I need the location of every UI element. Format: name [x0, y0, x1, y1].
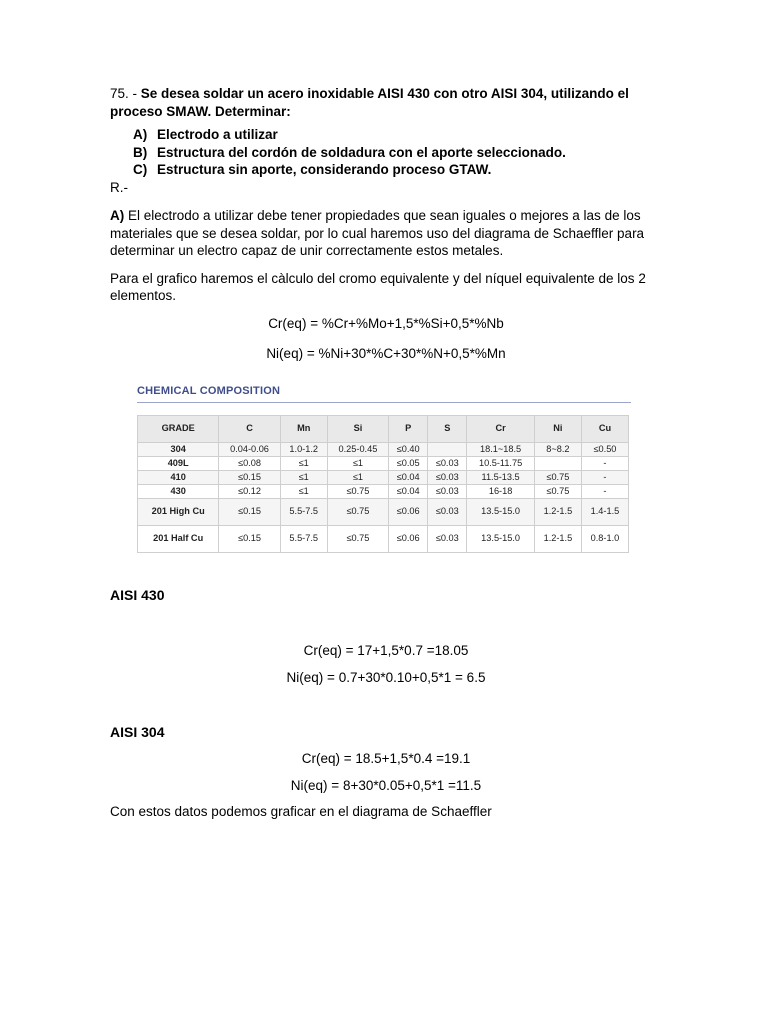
option-c: C) Estructura sin aporte, considerando proceso GTAW. — [133, 162, 492, 178]
header-cu: Cu — [581, 416, 628, 443]
table-row — [138, 443, 629, 457]
table-cell: ≤1 — [280, 485, 327, 499]
table-cell: ≤1 — [280, 457, 327, 471]
table-cell: - — [581, 471, 628, 485]
cell-grade: 430 — [138, 485, 219, 499]
document-body — [110, 85, 662, 374]
table-cell: 18.1~18.5 — [467, 443, 535, 457]
cell-grade: 409L — [138, 457, 219, 471]
table-row — [138, 485, 629, 499]
paragraph-a — [110, 207, 662, 260]
paragraph-b: Para el grafico haremos el càlculo del cromo equivalente y del níquel equivalente de los 2 elementos. — [110, 270, 646, 304]
cell-grade: 201 High Cu — [138, 499, 219, 526]
header-s: S — [428, 416, 467, 443]
header-c: C — [219, 416, 280, 443]
table-cell: ≤0.75 — [534, 471, 581, 485]
header-p: P — [389, 416, 428, 443]
table-cell: 0.8-1.0 — [581, 526, 628, 553]
option-b: B) Estructura del cordón de soldadura con el aporte seleccionado. — [133, 144, 566, 160]
table-cell: ≤0.04 — [389, 471, 428, 485]
table-header-row — [138, 416, 629, 443]
table-cell: 0.25-0.45 — [327, 443, 388, 457]
table-cell: ≤0.75 — [534, 485, 581, 499]
aisi-304-ni-eq: Ni(eq) = 8+30*0.05+0,5*1 =11.5 — [290, 778, 482, 793]
table-cell: ≤0.03 — [428, 457, 467, 471]
table-cell: 11.5-13.5 — [467, 471, 535, 485]
header-ni: Ni — [534, 416, 581, 443]
table-cell: ≤0.15 — [219, 471, 280, 485]
aisi-304-heading: AISI 304 — [110, 724, 165, 740]
table-cell — [428, 443, 467, 457]
table-cell: ≤0.75 — [327, 499, 388, 526]
table-cell — [534, 457, 581, 471]
table-cell: 16-18 — [467, 485, 535, 499]
table-row — [138, 526, 629, 553]
table-cell: ≤0.03 — [428, 499, 467, 526]
table-cell: 1.2-1.5 — [534, 499, 581, 526]
table-cell: ≤0.06 — [389, 526, 428, 553]
table-row — [138, 471, 629, 485]
table-cell: ≤0.75 — [327, 526, 388, 553]
table-row — [138, 499, 629, 526]
table-cell: 1.0-1.2 — [280, 443, 327, 457]
table-cell: ≤0.05 — [389, 457, 428, 471]
table-cell: ≤0.15 — [219, 499, 280, 526]
question-number: 75. - — [110, 86, 138, 101]
formula-ni-eq: Ni(eq) = %Ni+30*%C+30*%N+0,5*%Mn — [266, 345, 506, 361]
cell-grade: 410 — [138, 471, 219, 485]
header-mn: Mn — [280, 416, 327, 443]
paragraph-a-text: El electrodo a utilizar debe tener propiedades que sean iguales o mejores a las de los materiales que se desea soldar, por lo cual haremos uso del diagrama de Schaeffler para determinar un electro capaz de unir correctamente estos metales. — [110, 208, 645, 259]
table-cell: ≤0.08 — [219, 457, 280, 471]
title-divider — [137, 402, 631, 403]
option-a: A) Electrodo a utilizar — [133, 127, 278, 143]
table-cell: ≤0.75 — [327, 485, 388, 499]
chemical-composition-image — [137, 384, 631, 553]
table-cell: 13.5-15.0 — [467, 526, 535, 553]
table-cell: ≤0.50 — [581, 443, 628, 457]
cell-grade: 201 Half Cu — [138, 526, 219, 553]
question-statement: Se desea soldar un acero inoxidable AISI 430 con otro AISI 304, utilizando el proceso SMAW. Determinar: — [110, 86, 629, 119]
table-cell: 0.04-0.06 — [219, 443, 280, 457]
aisi-430-ni-eq: Ni(eq) = 0.7+30*0.10+0,5*1 = 6.5 — [286, 670, 486, 685]
header-si: Si — [327, 416, 388, 443]
table-cell: 1.4-1.5 — [581, 499, 628, 526]
table-cell: ≤1 — [327, 457, 388, 471]
table-cell: 5.5-7.5 — [280, 499, 327, 526]
table-cell: ≤1 — [280, 471, 327, 485]
header-cr: Cr — [467, 416, 535, 443]
table-cell: ≤0.03 — [428, 485, 467, 499]
table-cell: - — [581, 457, 628, 471]
paragraph-a-label: A) — [110, 208, 125, 224]
table-cell: 13.5-15.0 — [467, 499, 535, 526]
table-cell: 1.2-1.5 — [534, 526, 581, 553]
cell-grade: 304 — [138, 443, 219, 457]
closing-text: Con estos datos podemos graficar en el diagrama de Schaeffler — [110, 804, 492, 819]
aisi-430-cr-eq: Cr(eq) = 17+1,5*0.7 =18.05 — [303, 643, 469, 658]
header-grade: GRADE — [138, 416, 219, 443]
table-cell: ≤0.06 — [389, 499, 428, 526]
table-cell: ≤0.15 — [219, 526, 280, 553]
table-cell: ≤1 — [327, 471, 388, 485]
question-options — [110, 126, 662, 179]
question-text — [110, 85, 662, 120]
table-cell: ≤0.03 — [428, 471, 467, 485]
table-cell: 8~8.2 — [534, 443, 581, 457]
table-cell: 5.5-7.5 — [280, 526, 327, 553]
aisi-430-heading: AISI 430 — [110, 587, 165, 603]
table-cell: ≤0.12 — [219, 485, 280, 499]
formula-cr-eq: Cr(eq) = %Cr+%Mo+1,5*%Si+0,5*%Nb — [268, 316, 504, 332]
answer-marker: R.- — [110, 179, 128, 195]
table-cell: - — [581, 485, 628, 499]
table-cell: ≤0.04 — [389, 485, 428, 499]
table-cell: 10.5-11.75 — [467, 457, 535, 471]
aisi-304-cr-eq: Cr(eq) = 18.5+1,5*0.4 =19.1 — [301, 751, 471, 766]
table-row — [138, 457, 629, 471]
chemical-composition-table — [137, 415, 629, 553]
table-title: CHEMICAL COMPOSITION — [137, 385, 281, 397]
table-cell: ≤0.40 — [389, 443, 428, 457]
table-cell: ≤0.03 — [428, 526, 467, 553]
